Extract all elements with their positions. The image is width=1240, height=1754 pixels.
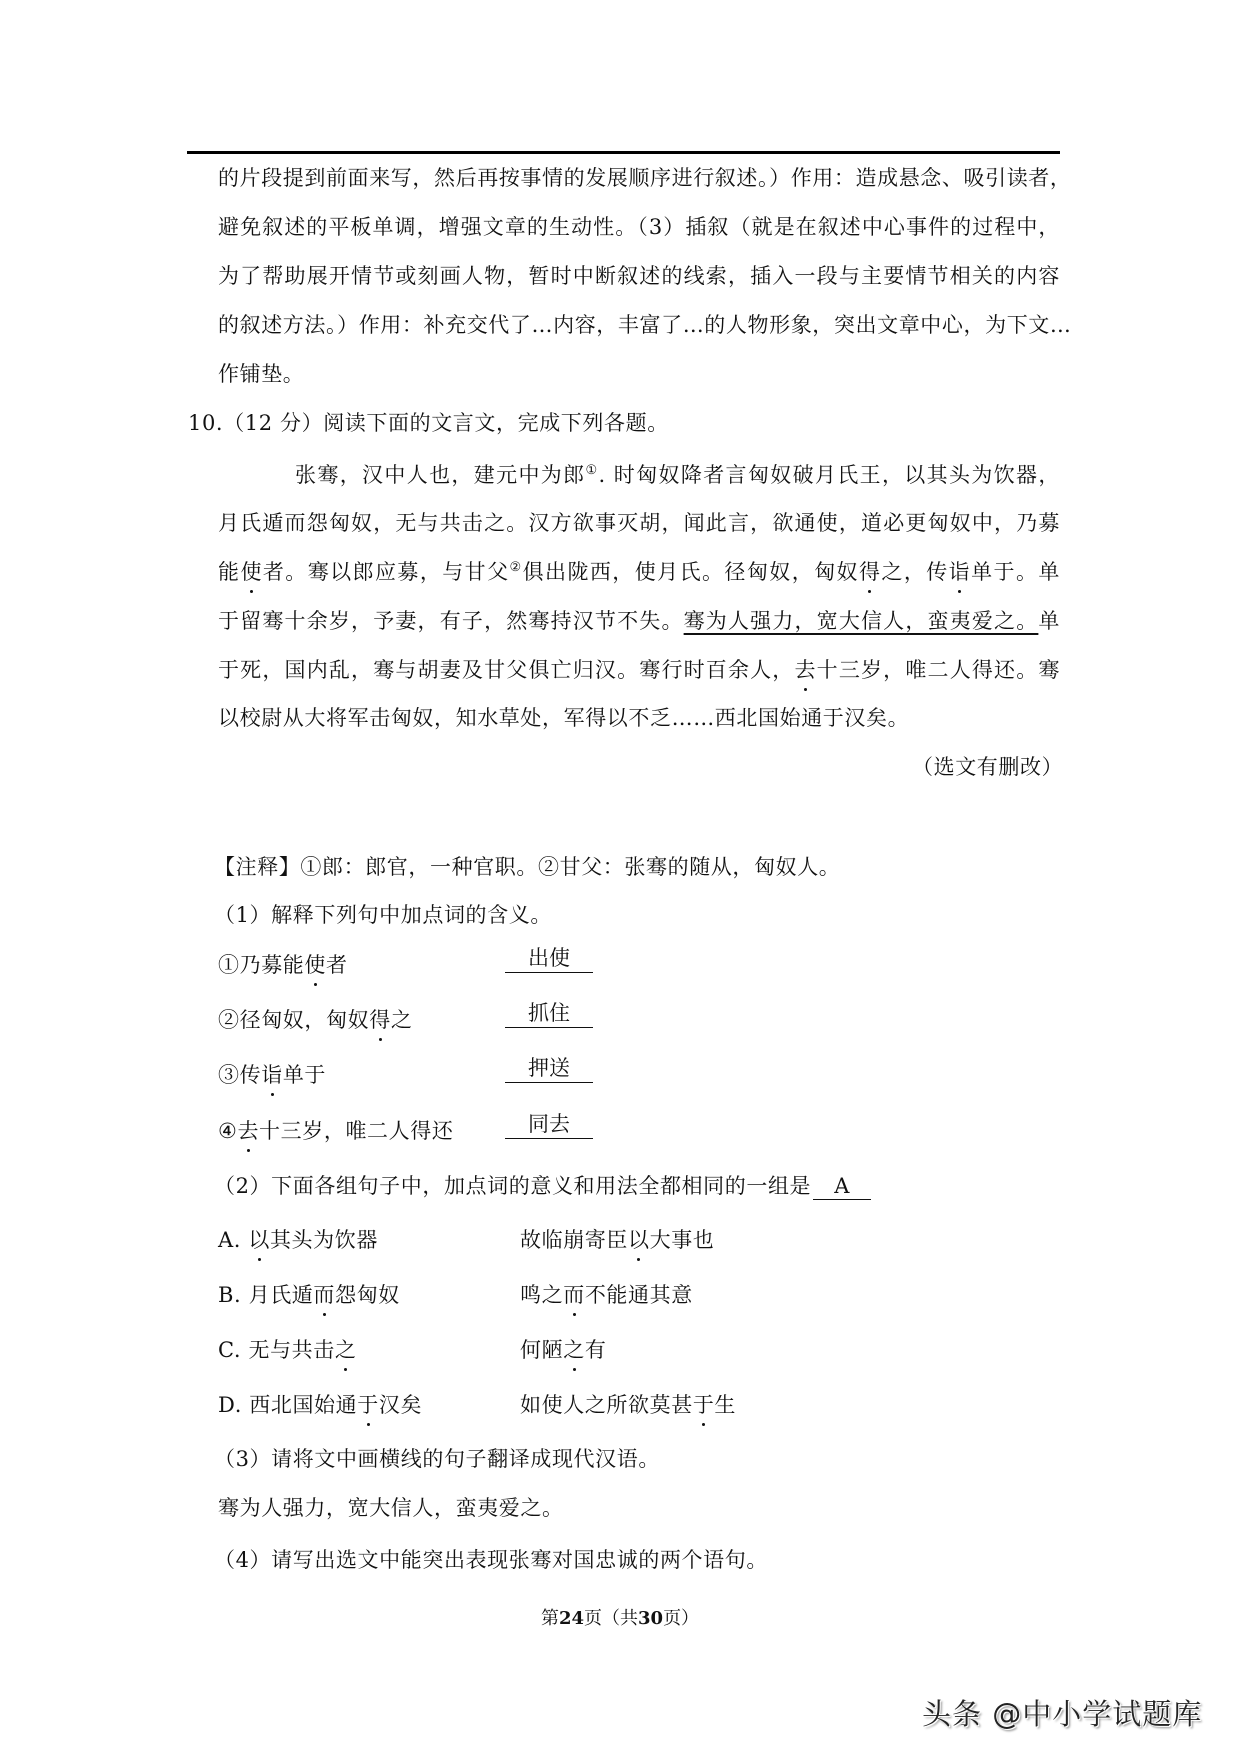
sub-question-1-prompt: （1）解释下列句中加点词的含义。 (214, 903, 552, 927)
emphasis-dot-char: 得 (369, 1008, 391, 1032)
emphasis-dot-char: 之 (563, 1338, 585, 1362)
sub1-item-4: ④去十三岁，唯二人得还 (218, 1119, 454, 1143)
emphasis-dot-char: 以 (628, 1228, 650, 1252)
current-page: 24 (558, 1608, 584, 1629)
question-points: （12 分） (223, 411, 324, 435)
option-d-compare: 如使人之所欲莫甚于生 (520, 1393, 737, 1417)
passage-line-1: 张骞，汉中人也，建元中为郎①. 时匈奴降者言匈奴破月氏王，以其头为饮器， (295, 463, 1060, 487)
answer-blank-4[interactable]: 同去 (505, 1110, 593, 1139)
answer-blank-3[interactable]: 押送 (505, 1054, 593, 1083)
answer-continuation-line-1: 的片段提到前面来写，然后再按事情的发展顺序进行叙述。）作用：造成悬念、吸引读者， (218, 166, 1072, 190)
answer-continuation-line-2: 避免叙述的平板单调，增强文章的生动性。（3）插叙（就是在叙述中心事件的过程中， (218, 215, 1060, 239)
sub1-item-3: ③传诣单于 (218, 1063, 327, 1087)
page-number: 第24页（共30页） (540, 1608, 700, 1629)
source-note: （选文有删改） (912, 755, 1064, 779)
emphasis-dot-char: 使 (304, 953, 327, 977)
footnote-ref-1: ① (585, 463, 599, 478)
emphasis-dot-char: 诣 (261, 1063, 283, 1087)
emphasis-dot-char: 诣 (948, 560, 971, 584)
passage-line-4: 于留骞十余岁，予妻，有子，然骞持汉节不失。骞为人强力，宽大信人，蛮夷爱之。单 (218, 609, 1060, 633)
question-10-heading (188, 409, 669, 437)
option-c: C. 无与共击之 (218, 1338, 357, 1362)
answer-continuation-line-4: 的叙述方法。）作用：补充交代了…内容，丰富了…的人物形象，突出文章中心，为下文… (218, 313, 1072, 337)
sub-question-2-prompt: （2）下面各组句子中，加点词的意义和用法全都相同的一组是 A (214, 1172, 871, 1200)
sub-question-4-prompt: （4）请写出选文中能突出表现张骞对国忠诚的两个语句。 (214, 1548, 768, 1572)
sub1-item-2: ②径匈奴，匈奴得之 (218, 1008, 413, 1032)
emphasis-dot-char: 而 (563, 1283, 585, 1307)
watermark: 头条 @中小学试题库 (922, 1697, 1203, 1731)
option-a-compare: 故临崩寄臣以大事也 (520, 1228, 715, 1252)
emphasis-dot-char: 以 (248, 1228, 270, 1252)
sub-question-3-sentence: 骞为人强力，宽大信人，蛮夷爱之。 (218, 1496, 564, 1520)
emphasis-dot-char: 去 (237, 1119, 260, 1143)
emphasis-dot-char: 去 (794, 658, 817, 682)
answer-blank-2[interactable]: 抓住 (505, 999, 593, 1028)
question-prompt: 阅读下面的文言文，完成下列各题。 (323, 411, 669, 435)
option-d: D. 西北国始通于汉矣 (218, 1393, 423, 1417)
sub-question-3-prompt: （3）请将文中画横线的句子翻译成现代汉语。 (214, 1447, 660, 1471)
answer-continuation-line-3: 为了帮助展开情节或刻画人物，暂时中断叙述的线索，插入一段与主要情节相关的内容 (218, 264, 1060, 288)
emphasis-dot-char: 于 (357, 1393, 379, 1417)
option-b: B. 月氏遁而怨匈奴 (218, 1283, 400, 1307)
passage-line-3: 能使者。骞以郎应募，与甘父②俱出陇西，使月氏。径匈奴，匈奴得之，传诣单于。单 (218, 560, 1060, 584)
passage-line-6: 以校尉从大将军击匈奴，知水草处，军得以不乏……西北国始通于汉矣。 (218, 706, 910, 730)
option-c-compare: 何陋之有 (520, 1338, 607, 1362)
emphasis-dot-char: 得 (858, 560, 881, 584)
emphasis-dot-char: 使 (240, 560, 263, 584)
passage-line-5: 于死，国内乱，骞与胡妻及甘父俱亡归汉。骞行时百余人，去十三岁，唯二人得还。骞 (218, 658, 1060, 682)
annotation: 【注释】①郎：郎官，一种官职。②甘父：张骞的随从，匈奴人。 (214, 855, 841, 879)
option-b-compare: 鸣之而不能通其意 (520, 1283, 693, 1307)
total-pages: 30 (638, 1608, 664, 1629)
question-number: 10. (188, 411, 224, 435)
answer-blank-1[interactable]: 出使 (505, 944, 593, 973)
header-rule (187, 151, 1060, 154)
emphasis-dot-char: 于 (692, 1393, 715, 1417)
answer-blank-choice[interactable]: A (813, 1173, 871, 1200)
sub1-item-1: ①乃募能使者 (218, 953, 348, 977)
answer-continuation-line-5: 作铺垫。 (218, 362, 305, 386)
footnote-ref-2: ② (509, 560, 523, 575)
passage-line-2: 月氏遁而怨匈奴，无与共击之。汉方欲事灭胡，闻此言，欲通使，道必更匈奴中，乃募 (218, 511, 1060, 535)
emphasis-dot-char: 而 (313, 1283, 336, 1307)
option-a: A. 以其头为饮器 (218, 1228, 378, 1252)
underlined-sentence: 骞为人强力，宽大信人，蛮夷爱之。 (683, 609, 1039, 633)
emphasis-dot-char: 之 (334, 1338, 357, 1362)
